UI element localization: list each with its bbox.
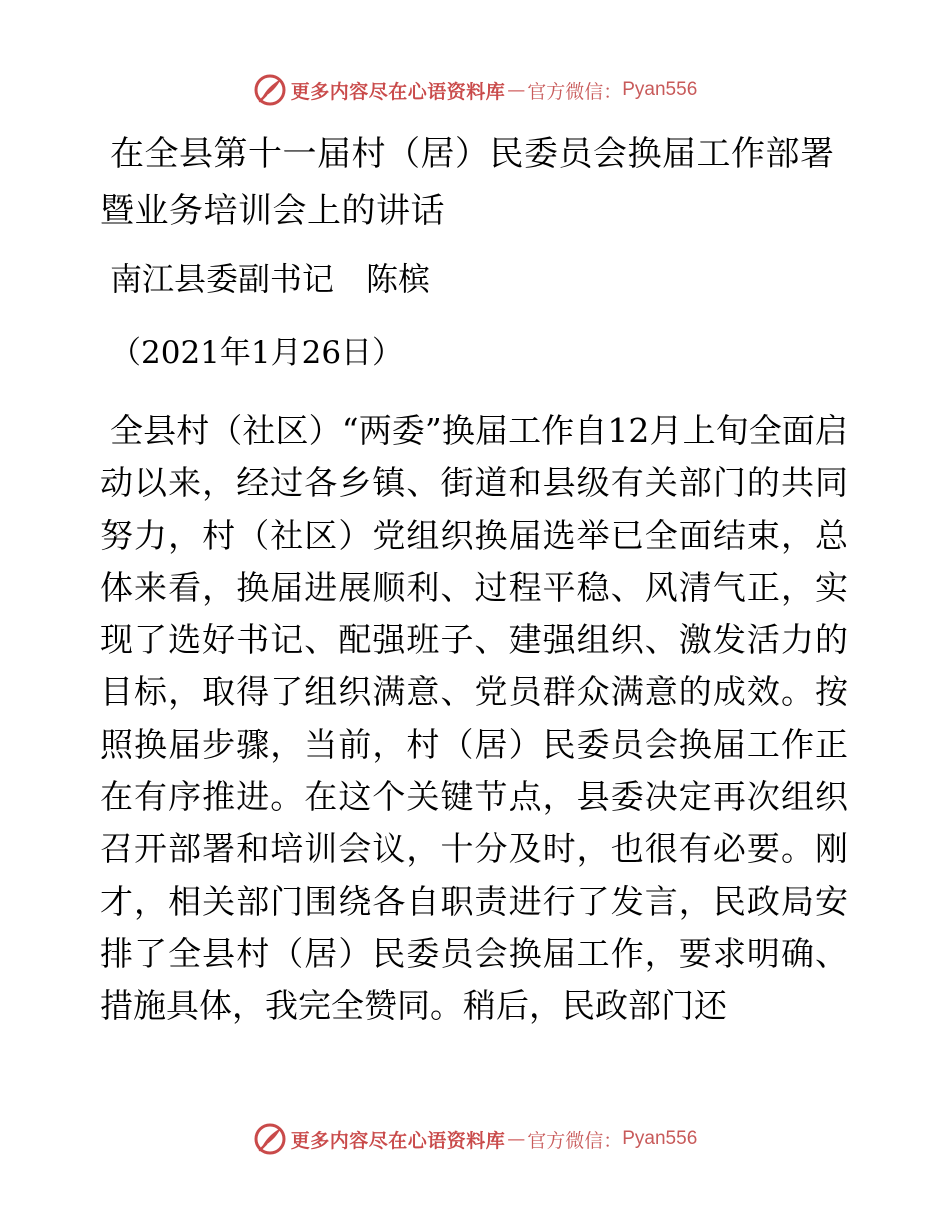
title-line-1: 在全县第十一届村（居）民委员会换届工作部署 xyxy=(110,134,835,174)
title-line-2: 暨业务培训会上的讲话 xyxy=(100,191,445,231)
feather-pen-logo-icon xyxy=(253,73,287,107)
watermark-label: 官方微信： xyxy=(527,80,623,103)
watermark-dash: — xyxy=(507,79,526,101)
watermark-header xyxy=(0,70,950,110)
body-paragraph: 全县村（社区）“两委”换届工作自12月上旬全面启动以来，经过各乡镇、街道和县级有关部门的共同努力，村（社区）党组织换届选举已全面结束，总体来看，换届进展顺利、过程平稳、风清气正，实现了选好书记、配强班子、建强组织、激发活力的目标，取得了组织满意、党员群众满意的成效。按照换届步骤，当前，村（居）民委员会换届工作正在有序推进。在这个关键节点，县委决定再次组织召开部署和培训会议，十分及时，也很有必要。刚才，相关部门围绕各自职责进行了发言，民政局安排了全县村（居）民委员会换届工作，要求明确、措施具体，我完全赞同。稍后，民政部门还 xyxy=(100,411,848,1026)
feather-pen-logo-icon xyxy=(253,1122,287,1156)
watermark-handle: Pyan556 xyxy=(622,79,698,100)
watermark-label: 官方微信： xyxy=(527,1129,623,1152)
document-date: （2021年1月26日） xyxy=(110,335,404,371)
watermark-text: 更多内容尽在心语资料库 xyxy=(290,1129,506,1152)
watermark-text: 更多内容尽在心语资料库 xyxy=(290,80,506,103)
watermark-dash: — xyxy=(507,1128,526,1150)
watermark-footer xyxy=(0,1119,950,1159)
document-title xyxy=(100,126,860,240)
document-author: 南江县委副书记 陈槟 xyxy=(110,260,431,298)
watermark-handle: Pyan556 xyxy=(622,1128,698,1149)
